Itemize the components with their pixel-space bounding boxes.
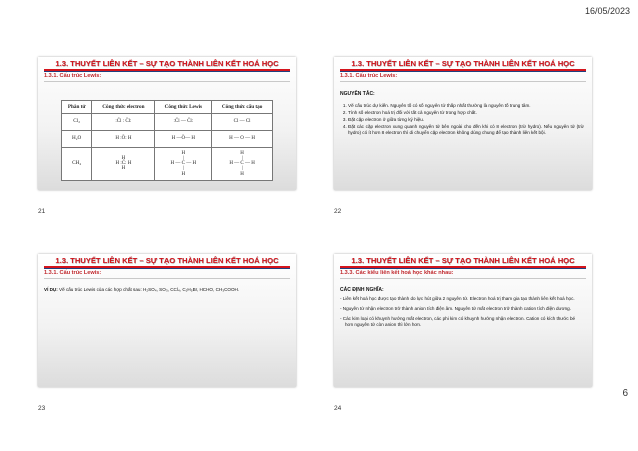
list-item: 1. Vẽ cấu trúc dự kiến. Nguyên tố có số nguyên tử thấp nhất thường là nguyên tố trung tâm.	[348, 103, 584, 109]
table-cell: H₂O	[62, 131, 92, 148]
column-header: Công thức Lewis	[155, 101, 212, 114]
title-underline-blue	[44, 71, 290, 72]
example-text: Vẽ cấu trúc Lewis của các hợp chất sau: H₂SO₄, SO₃, CCl₄, C₂H₅Br, HCHO, CH₃COOH.	[57, 287, 240, 292]
lewis-formula: Cl — Cl	[233, 119, 251, 125]
slide-subtitle: 1.3.3. Các kiểu liên kết hoá học khác nhau:	[340, 270, 454, 276]
example-paragraph	[44, 287, 288, 293]
slide-24	[334, 254, 592, 387]
rules-list	[340, 103, 584, 136]
definitions-list	[340, 296, 584, 328]
slide-number: 21	[38, 208, 46, 215]
table-cell	[212, 114, 273, 131]
lewis-formula: H — O — H	[229, 136, 256, 142]
list-item: - Liên kết hoá học được tạo thành do lực hút giữa 2 nguyên tử. Electron hoá trị tham gia tạo thành liên kết hoá học.	[340, 295, 575, 301]
list-item: 4. Đặt các cặp electron xung quanh nguyên tử bên ngoài cho đến khi có 8 electron (trừ hydro). Nếu nguyên tử (trừ hydro) có ít hơn 8 electron thì di chuyển cặp electron không dùng chung để tạo thành liên kết bội.	[348, 124, 584, 136]
slide-title: 1.3. THUYẾT LIÊN KẾT – SỰ TẠO THÀNH LIÊN KẾT HOÁ HỌC	[55, 256, 279, 265]
table-cell	[155, 114, 212, 131]
table-header-row	[62, 101, 273, 114]
table-row	[62, 114, 273, 131]
lewis-structure-table	[61, 100, 273, 181]
definitions-section	[340, 287, 584, 332]
slide-22	[334, 57, 592, 190]
slide-subtitle: 1.3.1. Cấu trúc Lewis:	[44, 73, 102, 79]
slide-title: 1.3. THUYẾT LIÊN KẾT – SỰ TẠO THÀNH LIÊN KẾT HOÁ HỌC	[351, 59, 575, 68]
list-item: 3. Đặt cặp electron ở giữa từng ký hiệu.	[348, 117, 584, 123]
title-underline-blue	[44, 268, 290, 269]
table-cell	[212, 148, 273, 181]
table-cell	[155, 131, 212, 148]
slide-number: 24	[334, 405, 342, 412]
subtitle-divider	[340, 278, 586, 279]
subtitle-divider	[44, 81, 290, 82]
list-item: - Nguyên tử nhận electron trở thành anion tích điện âm. Nguyên tử mất electron trở thành cation tích điện dương.	[340, 305, 571, 311]
table-cell	[92, 131, 155, 148]
slide-number: 23	[38, 405, 46, 412]
lewis-formula: H H :C̈: H H	[115, 155, 132, 172]
table-cell: Cl₂	[62, 114, 92, 131]
lewis-formula: H :Ö: H	[115, 136, 132, 142]
rules-section	[340, 91, 584, 137]
subtitle-divider	[44, 278, 290, 279]
slide-title: 1.3. THUYẾT LIÊN KẾT – SỰ TẠO THÀNH LIÊN KẾT HOÁ HỌC	[55, 59, 279, 68]
title-underline-blue	[340, 268, 586, 269]
lewis-formula: H —Ö— H	[171, 136, 195, 142]
table-cell	[92, 148, 155, 181]
list-item: - Các kim loại có khuynh hướng mất electron, các phi kim có khuynh hướng nhận electron. Cation có kích thước bé hơn nguyên tử còn anion thì lớn hơn.	[340, 315, 576, 327]
slide-number: 22	[334, 208, 342, 215]
lewis-formula: :C̈l : C̈l:	[115, 119, 132, 125]
example-label: VÍ DỤ:	[44, 287, 58, 292]
lewis-formula: H | H — C — H | H	[229, 150, 255, 177]
table-row	[62, 131, 273, 148]
slide-subtitle: 1.3.1. Cấu trúc Lewis:	[340, 73, 398, 79]
table-cell: CH₄	[62, 148, 92, 181]
table-cell	[155, 148, 212, 181]
list-item: 2. Tính số electron hoá trị đối với tất cả nguyên tử trong hợp chất.	[348, 110, 584, 116]
slide-21	[38, 57, 296, 190]
section-heading: CÁC ĐỊNH NGHĨA:	[340, 287, 384, 293]
table-row	[62, 148, 273, 181]
print-date: 16/05/2023	[584, 6, 630, 16]
section-heading: NGUYÊN TẮC:	[340, 91, 375, 97]
lewis-formula: H | H — C — H | H	[170, 150, 197, 177]
table-cell	[212, 131, 273, 148]
lewis-formula: :C̈l — C̈l:	[173, 119, 194, 125]
column-header: Công thức cấu tạo	[212, 101, 273, 114]
column-header: Phân tử	[62, 101, 92, 114]
table-cell	[92, 114, 155, 131]
slide-23	[38, 254, 296, 387]
slide-subtitle: 1.3.1. Cấu trúc Lewis:	[44, 270, 102, 276]
slide-title: 1.3. THUYẾT LIÊN KẾT – SỰ TẠO THÀNH LIÊN KẾT HOÁ HỌC	[351, 256, 575, 265]
page-number: 6	[622, 388, 628, 399]
column-header: Công thức electron	[92, 101, 155, 114]
title-underline-blue	[340, 71, 586, 72]
subtitle-divider	[340, 81, 586, 82]
